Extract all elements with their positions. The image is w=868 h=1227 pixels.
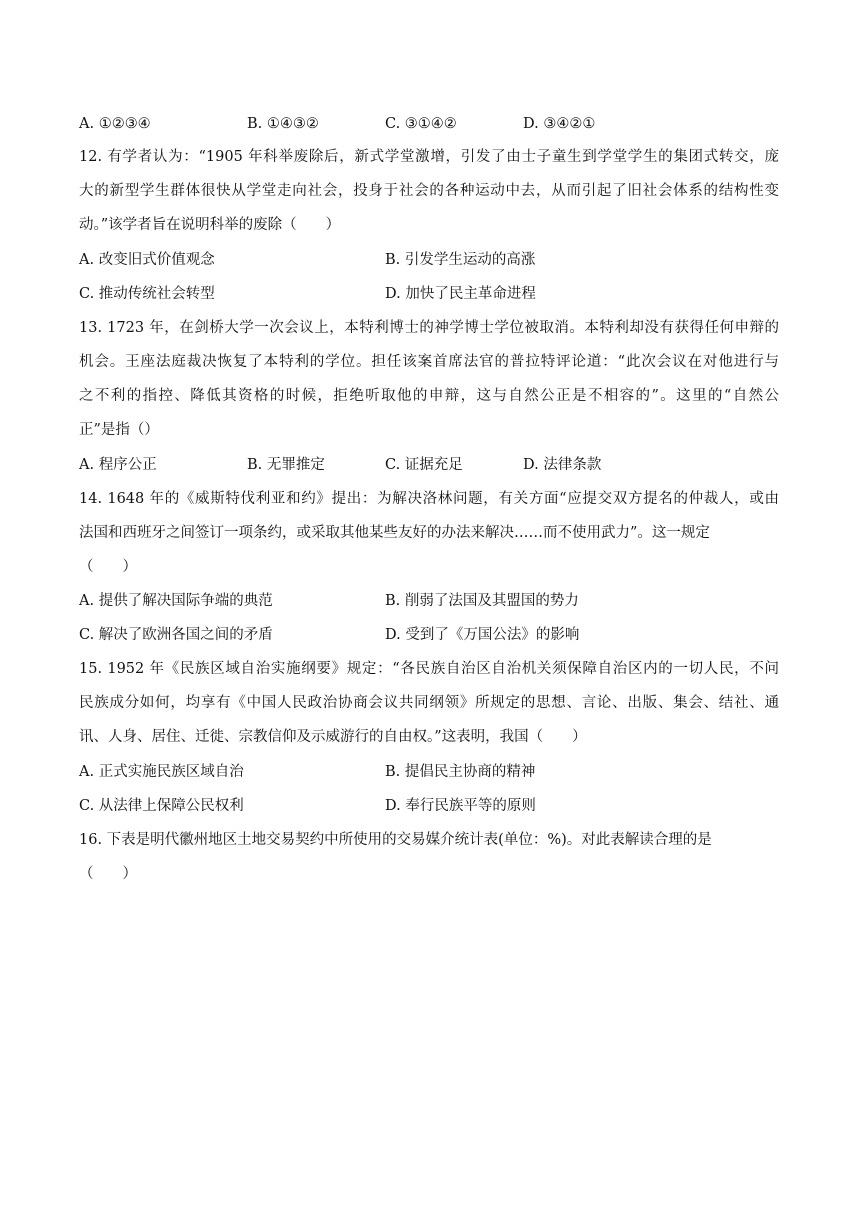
q15-stem-line-3: 讯、人身、居住、迁徙、宗教信仰及示威游行的自由权。”这表明，我国（ ）	[79, 729, 587, 745]
q15-stem-line-1: 15. 1952 年《民族区域自治实施纲要》规定：“各民族自治区自治机关须保障自治区内的一切人民，不问	[79, 661, 779, 677]
q14-option-d: D. 受到了《万国公法》的影响	[385, 627, 580, 643]
q11-option-c: C. ③①④②	[385, 116, 457, 132]
q12-option-b: B. 引发学生运动的高涨	[385, 252, 536, 268]
q12-option-a: A. 改变旧式价值观念	[79, 252, 215, 268]
q14-option-a: A. 提供了解决国际争端的典范	[79, 593, 273, 609]
q11-option-a: A. ①②③④	[79, 116, 151, 132]
q13-stem-line-3: 之不利的指控、降低其资格的时候，拒绝听取他的申辩，这与自然公正是不相容的”。这里的“自然公	[79, 388, 779, 404]
q12-option-c: C. 推动传统社会转型	[79, 286, 215, 302]
q11-option-b: B. ①④③②	[247, 116, 319, 132]
q12-stem-line-1: 12. 有学者认为：“1905 年科举废除后，新式学堂激增，引发了由士子童生到学堂学生的集团式转交，庞	[79, 149, 779, 165]
q15-option-b: B. 提倡民主协商的精神	[385, 764, 536, 780]
q12-option-d: D. 加快了民主革命进程	[385, 286, 536, 302]
q13-stem-line-4: 正”是指（）	[79, 422, 159, 438]
q16-stem-line-1: 16. 下表是明代徽州地区土地交易契约中所使用的交易媒介统计表(单位：%)。对此表解读合理的是	[79, 832, 712, 848]
q15-stem-line-2: 民族成分如何，均享有《中国人民政治协商会议共同纲领》所规定的思想、言论、出版、集会、结社、通	[79, 695, 779, 711]
q14-option-c: C. 解决了欧洲各国之间的矛盾	[79, 627, 273, 643]
q12-stem-line-3: 动。”该学者旨在说明科举的废除（ ）	[79, 217, 341, 233]
q15-option-a: A. 正式实施民族区域自治	[79, 764, 244, 780]
q14-stem-line-1: 14. 1648 年的《威斯特伐利亚和约》提出：为解决洛林问题，有关方面“应提交双方提名的仲裁人，或由	[79, 491, 779, 507]
q13-option-c: C. 证据充足	[385, 457, 463, 473]
q12-stem-line-2: 大的新型学生群体很快从学堂走向社会，投身于社会的各种运动中去，从而引起了旧社会体系的结构性变	[79, 183, 779, 199]
q13-option-d: D. 法律条款	[523, 457, 602, 473]
q13-option-a: A. 程序公正	[79, 457, 157, 473]
q11-option-d: D. ③④②①	[523, 116, 596, 132]
q14-stem-line-3: （ ）	[79, 559, 137, 575]
q16-stem-line-2: （ ）	[79, 866, 137, 882]
q13-stem-line-1: 13. 1723 年，在剑桥大学一次会议上，本特利博士的神学博士学位被取消。本特利却没有获得任何申辩的	[79, 320, 779, 336]
q14-stem-line-2: 法国和西班牙之间签订一项条约，或采取其他某些友好的办法来解决……而不使用武力”。这一规定	[79, 525, 710, 541]
q15-option-c: C. 从法律上保障公民权利	[79, 798, 244, 814]
q14-option-b: B. 削弱了法国及其盟国的势力	[385, 593, 579, 609]
q13-option-b: B. 无罪推定	[247, 457, 325, 473]
q13-stem-line-2: 机会。王座法庭裁决恢复了本特利的学位。担任该案首席法官的普拉特评论道：“此次会议在对他进行与	[79, 354, 779, 370]
q15-option-d: D. 奉行民族平等的原则	[385, 798, 536, 814]
